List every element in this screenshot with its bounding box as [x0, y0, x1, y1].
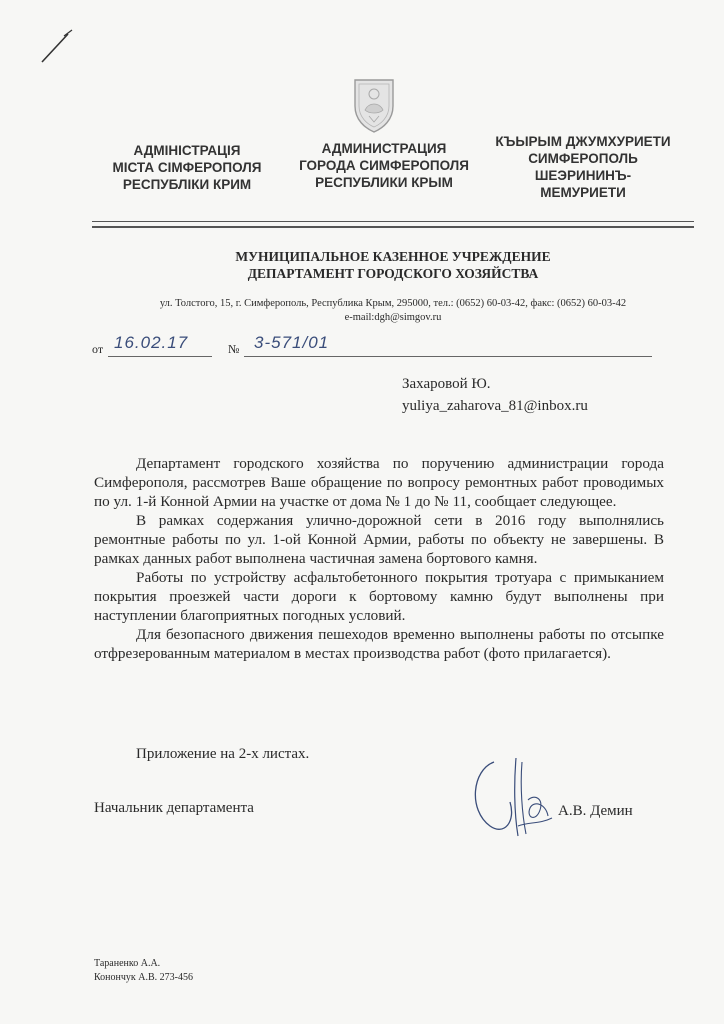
header-ru-line: АДМИНИСТРАЦИЯ: [321, 141, 447, 156]
appendix-note: Приложение на 2-х листах.: [136, 746, 310, 762]
executor-line: Тараненко А.А.: [94, 958, 161, 969]
header-ru-line: РЕСПУБЛИКИ КРЫМ: [315, 175, 453, 190]
signatory-name: А.В. Демин: [558, 803, 633, 819]
reference-line: [92, 333, 652, 360]
body-paragraph: Работы по устройству асфальтобетонного покрытия тротуара с примыканием покрытия проезжей части дороги к бортовому камню будут выполнены при наступлении благоприятных погодных условий.: [94, 569, 664, 624]
organization-address: [92, 297, 694, 325]
header-ua-line: АДМІНІСТРАЦІЯ: [133, 143, 241, 158]
body-paragraph: В рамках содержания улично-дорожной сети в 2016 году выполнялись ремонтные работы по ул. 1-ой Конной Армии, работы по объекту не завершены. В рамках данных работ выполнена частичная замена бортового камня.: [94, 512, 664, 567]
coat-of-arms-emblem: [349, 76, 399, 134]
body-paragraph: Для безопасного движения пешеходов временно выполнены работы по отсыпке отфрезерованным материалом в местах производства работ (фото прилагается).: [94, 626, 664, 662]
pen-mark: [38, 28, 78, 68]
header-ct-line: ШЕЭРИНИНЪ-: [534, 168, 632, 183]
handwritten-date: 16.02.17: [114, 333, 189, 352]
executors-block: [94, 957, 193, 985]
number-label: №: [228, 342, 240, 356]
date-underline: [108, 356, 212, 357]
header-russian: [284, 140, 484, 191]
signatory-title: Начальник департамента: [94, 800, 254, 816]
header-ct-line: СИМФЕРОПОЛЬ: [528, 151, 638, 166]
header-ukrainian: [92, 142, 282, 193]
number-underline: [244, 356, 652, 357]
address-line: ул. Толстого, 15, г. Симферополь, Республика Крым, 295000, тел.: (0652) 60-03-42, факс: (0652) 60-03-42: [159, 298, 627, 309]
from-label: от: [92, 342, 104, 356]
body-paragraph: Департамент городского хозяйства по поручению администрации города Симферополя, рассмотрев Ваше обращение по вопросу ремонтных работ проводимых по ул. 1-й Конной Армии на участке от дома № 1 до № 11, сообщает следующее.: [94, 455, 664, 510]
handwritten-number: 3-571/01: [254, 333, 330, 352]
header-ct-line: МЕМУРИЕТИ: [540, 185, 626, 200]
header-divider: [92, 221, 694, 222]
letter-body: [94, 454, 664, 663]
recipient-name: Захаровой Ю.: [402, 376, 491, 392]
recipient-block: [402, 373, 588, 417]
executor-line: Конончук А.В. 273-456: [94, 972, 193, 983]
recipient-email: yuliya_zaharova_81@inbox.ru: [402, 398, 588, 414]
header-ru-line: ГОРОДА СИМФЕРОПОЛЯ: [299, 158, 469, 173]
organization-name: [92, 248, 694, 282]
header-divider-thick: [92, 226, 694, 228]
header-ct-line: КЪЫРЫМ ДЖУМХУРИЕТИ: [495, 134, 671, 149]
header-ua-line: РЕСПУБЛІКИ КРИМ: [122, 177, 252, 192]
address-email: e-mail:dgh@simgov.ru: [344, 312, 442, 323]
header-crimean-tatar: [488, 133, 678, 201]
organization-line: МУНИЦИПАЛЬНОЕ КАЗЕННОЕ УЧРЕЖДЕНИЕ: [235, 249, 551, 264]
header-ua-line: МІСТА СІМФЕРОПОЛЯ: [112, 160, 262, 175]
handwritten-signature: [464, 752, 564, 842]
organization-line: ДЕПАРТАМЕНТ ГОРОДСКОГО ХОЗЯЙСТВА: [247, 266, 539, 281]
